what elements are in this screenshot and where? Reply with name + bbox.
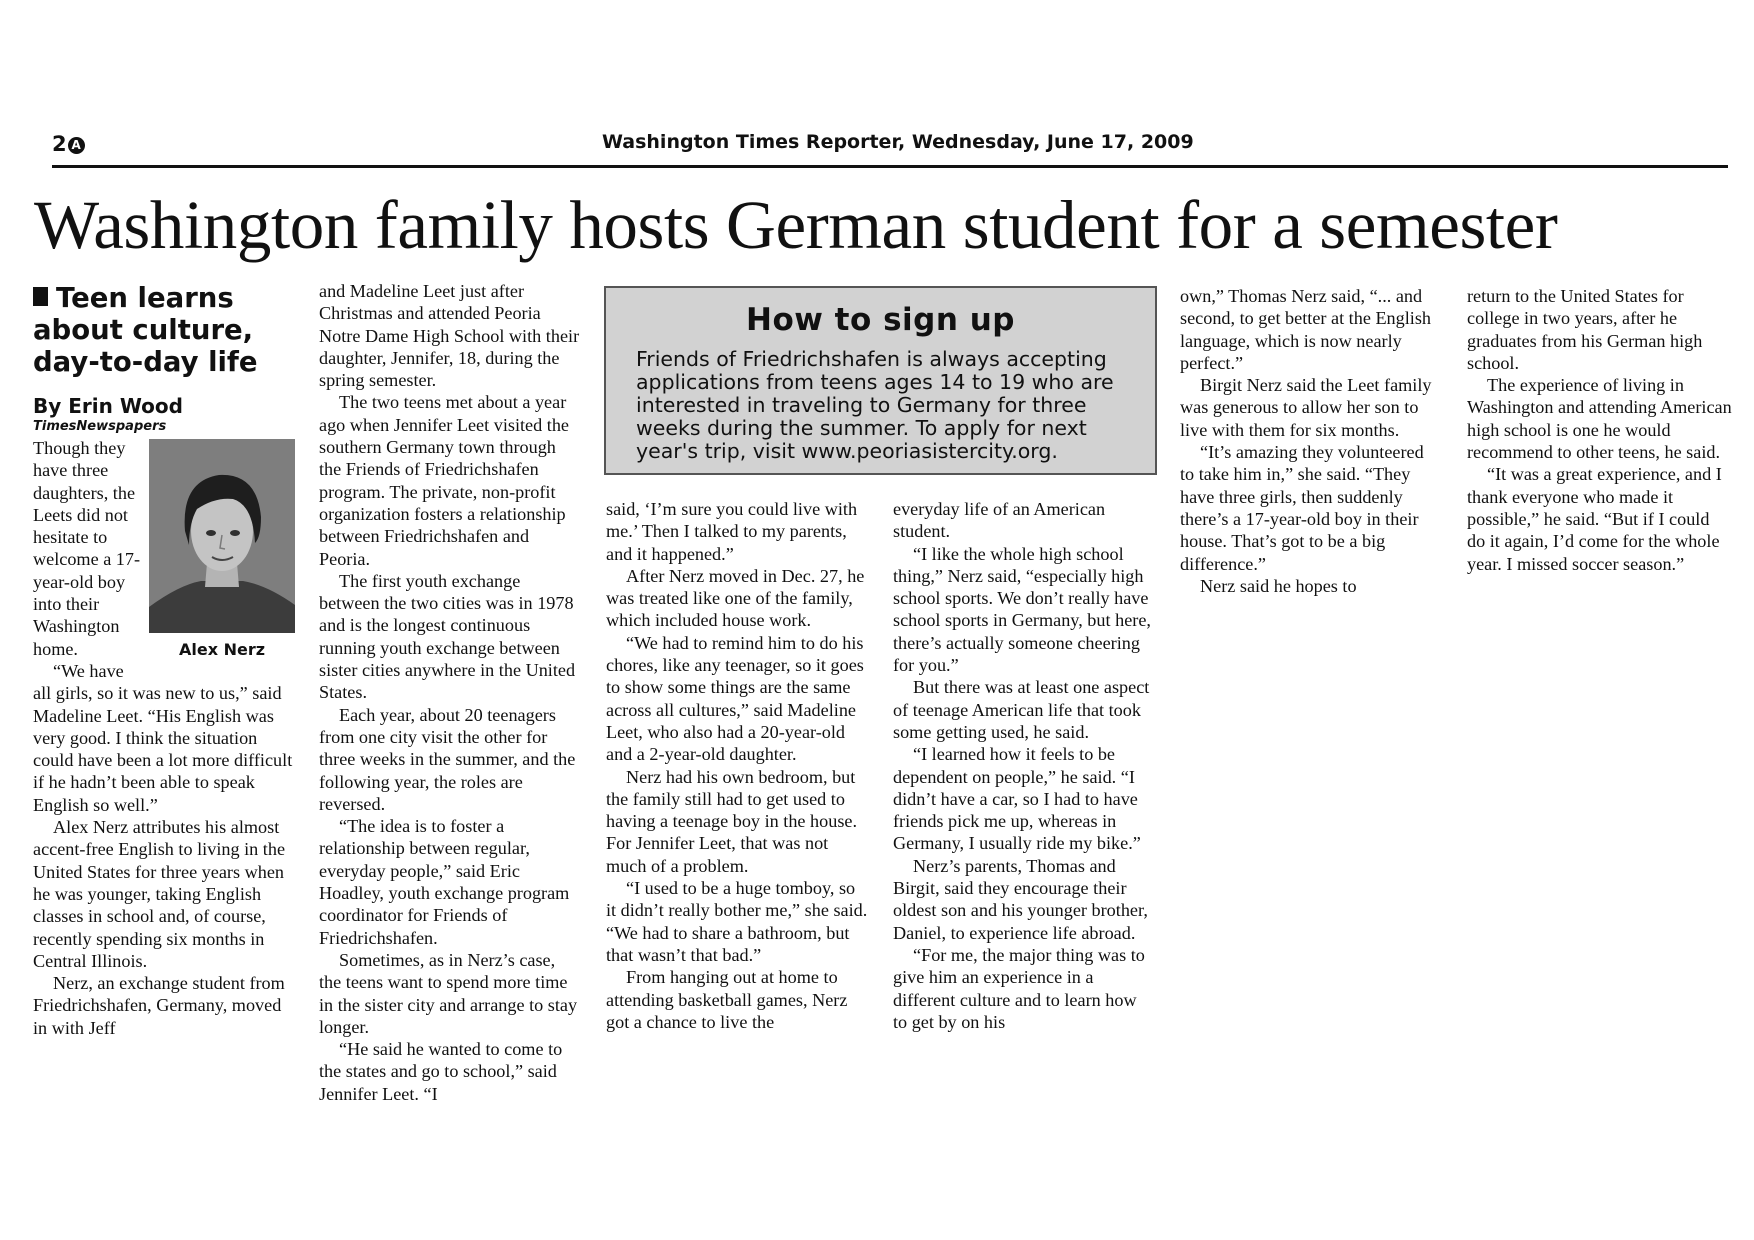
sidebar-title: How to sign up (746, 302, 1015, 338)
paragraph: Nerz had his own bedroom, but the family still had to get used to having a teenage boy in the house. For Jennifer Leet, that was not much of a problem. (606, 766, 858, 876)
bullet-square-icon (33, 287, 48, 306)
paragraph: After Nerz moved in Dec. 27, he was treated like one of the family, which included house work. (606, 565, 865, 631)
paragraph: “The idea is to foster a relationship between regular, everyday people,” said Eric Hoadley, youth exchange program coordinator for Friends of Friedrichshafen. (319, 816, 570, 948)
headline: Washington family hosts German student for a semester (34, 187, 1558, 263)
paragraph: “For me, the major thing was to give him an experience in a different culture and to learn how to get by on his (893, 944, 1145, 1032)
paragraph: own,” Thomas Nerz said, “... and second, to get better at the English language, which is now nearly perfect.” (1180, 286, 1432, 373)
paragraph: “He said he wanted to come to the states and go to school,” said Jennifer Leet. “I (319, 1039, 563, 1104)
section-badge: A (68, 137, 85, 154)
kicker-text: Teen learns about culture, day-to-day life (33, 282, 258, 378)
photo-caption: Alex Nerz (178, 640, 266, 659)
paragraph: The first youth exchange between the two cities was in 1978 and is the longest continuous running youth exchange between sister cities anywhere in the United States. (319, 570, 576, 703)
paragraph: Nerz, an exchange student from Friedrichshafen, Germany, moved in with Jeff (33, 973, 285, 1038)
paragraph: Alex Nerz attributes his almost accent-free English to living in the United States for three years when he was younger, taking English classes in school and, of course, recently spending six months in Central Illinois. (33, 817, 286, 971)
paragraph: said, ‘I’m sure you could live with me.’ Then I talked to my parents, and it happened.” (606, 499, 858, 564)
byline: By Erin Wood (33, 394, 183, 418)
paragraph: Each year, about 20 teenagers from one city visit the other for three weeks in the summer, and the following year, the roles are reversed. (319, 704, 576, 814)
article-column-6 (1467, 285, 1732, 575)
paragraph: “I like the whole high school thing,” Nerz said, “especially high school sports. We don’t really have school sports in Germany, but here, there’s actually someone cheering for you.” (893, 543, 1151, 676)
sidebar-body: Friends of Friedrichshafen is always accepting applications from teens ages 14 to 19 who are interested in traveling to Germany for three weeks during the summer. To apply for next year's trip, visit www.peoriasistercity.org. (636, 347, 1114, 463)
paragraph: Nerz’s parents, Thomas and Birgit, said they encourage their oldest son and his younger brother, Daniel, to experience life abroad. (893, 855, 1148, 943)
paragraph: From hanging out at home to attending basketball games, Nerz got a chance to live the (606, 967, 848, 1032)
paragraph: “It was a great experience, and I thank everyone who made it possible,” he said. “But if I could do it again, I’d come for the whole year. I missed soccer season.” (1467, 464, 1722, 574)
paragraph: “I learned how it feels to be dependent on people,” he said. “I didn’t have a car, so I had to have friends pick me up, whereas in Germany, I usually ride my bike.” (893, 744, 1141, 854)
paragraph: “We had to remind him to do his chores, like any teenager, so it goes to show some things are the same across all cultures,” said Madeline Leet, who also had a 20-year-old and a 2-year-old daughter. (606, 632, 864, 765)
article-column-2 (319, 280, 581, 1105)
paragraph: “We have all girls, so it was new to us,” said Madeline Leet. “His English was very good. I think the situation could have been a lot more difficult if he hadn’t been able to speak English so well.” (33, 660, 293, 815)
paragraph: “I used to be a huge tomboy, so it didn’t really bother me,” she said. “We had to share a bathroom, but that wasn’t that bad.” (606, 878, 868, 965)
paragraph: return to the United States for college in two years, after he graduates from his German high school. (1467, 286, 1703, 373)
paragraph: Sometimes, as in Nerz’s case, the teens want to spend more time in the sister city and arrange to stay longer. (319, 949, 578, 1037)
page-number-value: 2 (52, 132, 67, 156)
paragraph: The two teens met about a year ago when Jennifer Leet visited the southern Germany town through the Friends of Friedrichshafen program. The private, non-profit organization fosters a relationship between Friedrichshafen and Peoria. (319, 392, 569, 569)
portrait-photo (149, 439, 295, 633)
folio-line: Washington Times Reporter, Wednesday, June 17, 2009 (602, 131, 1194, 153)
article-column-5 (1180, 285, 1442, 597)
paragraph: Though they have three daughters, the Leets did not hesitate to welcome a 17-year-old boy into their Washington home. (33, 438, 141, 659)
byline-affiliation: TimesNewspapers (33, 419, 167, 434)
paragraph: “It’s amazing they volunteered to take him in,” she said. “They have three girls, then suddenly there’s a 17-year-old boy in their house. That’s got to be a big difference.” (1180, 442, 1424, 574)
photo-block (149, 439, 295, 661)
article-column-1 (33, 282, 295, 1039)
article-column-3 (606, 498, 868, 1033)
paragraph: Birgit Nerz said the Leet family was generous to allow her son to live with them for six months. (1180, 375, 1432, 440)
paragraph: But there was at least one aspect of teenage American life that took some getting used, he said. (893, 677, 1150, 742)
masthead-rule (52, 165, 1728, 168)
paragraph: everyday life of an American student. (893, 499, 1106, 542)
kicker (33, 282, 295, 378)
sign-up-sidebar (604, 286, 1157, 475)
paragraph: and Madeline Leet just after Christmas and attended Peoria Notre Dame High School with their daughter, Jennifer, 18, during the spring semester. (319, 281, 580, 391)
page-number (52, 132, 85, 156)
paragraph: The experience of living in Washington and attending American high school is one he would recommend to other teens, he said. (1467, 375, 1732, 463)
paragraph: Nerz said he hopes to (1200, 575, 1357, 596)
article-column-4 (893, 498, 1155, 1033)
